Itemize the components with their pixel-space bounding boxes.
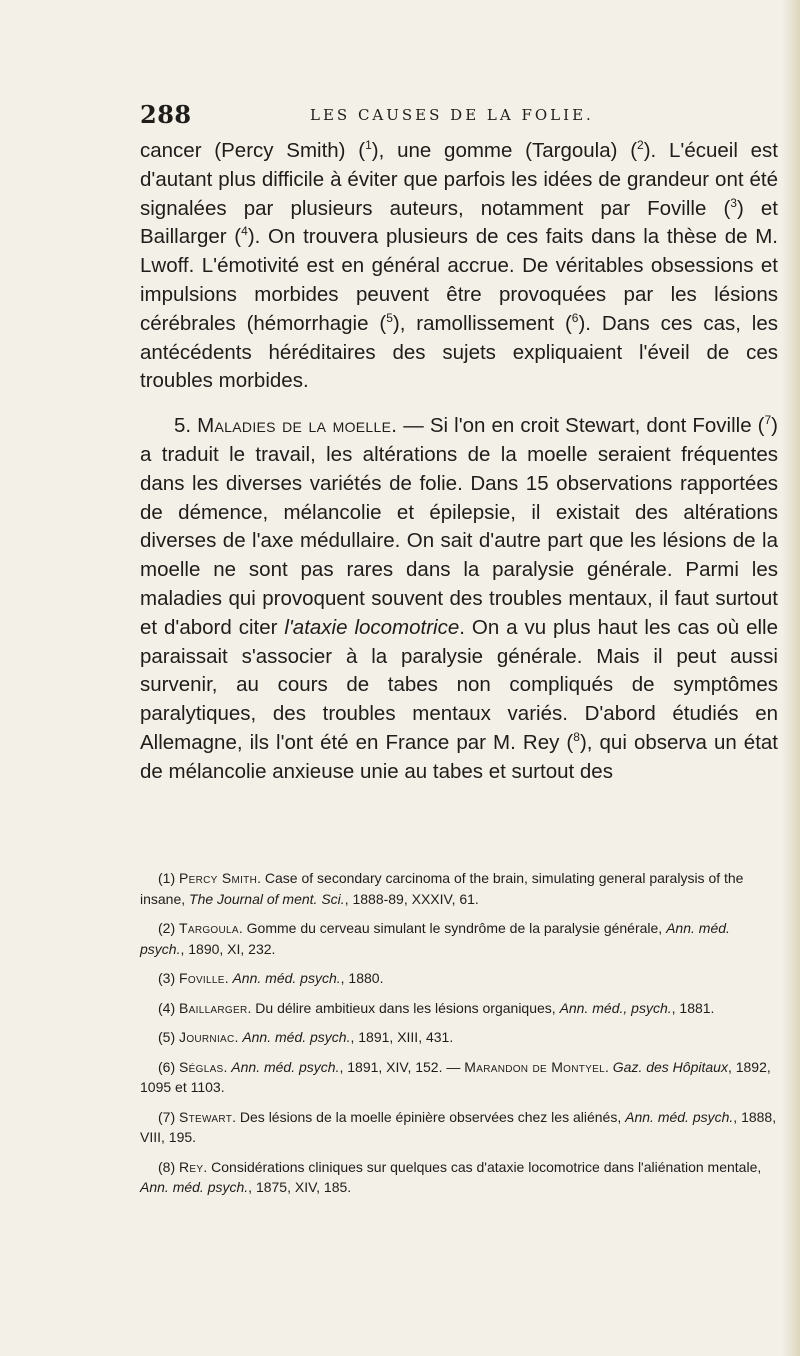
section-title: Maladies de la moelle. <box>197 414 398 438</box>
footnote-marker: (3) <box>158 970 176 986</box>
footnote-author: Rey <box>179 1158 204 1175</box>
text-run: ). L'écueil est d'autant plus difficile à éviter que parfois les idées de grandeur ont été signalées par plusieurs auteurs, notamment par Foville ( <box>140 139 779 220</box>
footnote-journal: Ann. méd. psych. <box>140 920 730 957</box>
text-run: ) a traduit le travail, les altérations de la moelle seraient fréquentes dans les diverses variétés de folie. Dans 15 observations rapportées de démence, mélancolie et épilepsie, il existait des altérations diverses de l'axe médullaire. On sait d'autre part que les lésions de la moelle ne sont pas rares dans la paralysie générale. Parmi les maladies qui provoquent souvent des troubles mentaux, il faut surtout et d'abord citer <box>140 414 778 639</box>
footnotes <box>140 868 778 1207</box>
text-run: ), ramollissement ( <box>392 311 572 335</box>
footnote-text: , 1888, VIII, 195. <box>140 1108 777 1145</box>
footnote-journal: Gaz. des Hôpitaux <box>612 1058 728 1075</box>
footnote-text: . <box>604 1058 613 1075</box>
footnote-ref: 2 <box>637 138 644 153</box>
text-run: — Si l'on en croit Stewart, dont Foville ( <box>397 414 765 438</box>
footnote-text: . Des lésions de la moelle épinière observées chez les aliénés, <box>232 1108 626 1125</box>
footnote-text: , 1880. <box>340 970 384 986</box>
footnote-text: , 1881. <box>671 999 715 1016</box>
footnote-marker: (2) <box>158 920 176 936</box>
footnote <box>140 1057 778 1098</box>
footnote-marker: (5) <box>158 1029 176 1045</box>
running-head: LES CAUSES DE LA FOLIE. <box>310 106 594 124</box>
text-run: ). Dans ces cas, les antécédents héréditaires des sujets expliquaient l'éveil de ces troubles morbides. <box>140 311 778 393</box>
text-run: ), une gomme (Targoula) ( <box>371 139 638 162</box>
footnote-journal: Ann. méd. psych. <box>140 1179 249 1195</box>
footnote <box>140 868 778 909</box>
footnote-ref: 5 <box>386 310 393 325</box>
footnote-ref: 1 <box>365 138 372 153</box>
footnote-ref: 3 <box>730 195 737 210</box>
emphasis: l'ataxie locomotrice <box>284 615 460 639</box>
footnote-text: , 1888-89, XXXIV, 61. <box>344 890 479 907</box>
body-text <box>140 137 778 787</box>
page-number: 288 <box>140 100 192 129</box>
footnote <box>140 1027 778 1048</box>
page-edge-shadow <box>782 0 800 1356</box>
footnote-journal: Ann. méd. psych. <box>231 1058 340 1075</box>
footnote-author: Baillarger <box>179 999 248 1016</box>
footnote <box>140 1107 778 1148</box>
text-run: cancer (Percy Smith) ( <box>140 139 366 162</box>
footnote <box>140 1157 778 1198</box>
footnote <box>140 918 778 959</box>
footnote-author: Marandon de Montyel <box>464 1058 605 1075</box>
footnote-journal: Ann. méd. psych. <box>625 1108 734 1125</box>
footnote-ref: 8 <box>573 730 580 745</box>
footnote <box>140 968 778 989</box>
text-run: ). On trouvera plusieurs de ces faits dans la thèse de M. Lwoff. L'émotivité est en général accrue. De véritables obsessions et impulsions morbides peuvent être provoquées par les lésions cérébrales (hémorrhagie ( <box>140 225 778 335</box>
footnote-marker: (4) <box>158 999 176 1016</box>
paragraph-1 <box>140 137 778 396</box>
text-run: ) et Baillarger ( <box>140 196 779 249</box>
footnote-marker: (6) <box>158 1058 176 1075</box>
footnote-text: . <box>234 1029 243 1045</box>
footnote-author: Stewart <box>179 1108 233 1125</box>
footnote-text: , 1892, 1095 et 1103. <box>140 1058 771 1095</box>
footnote-text: , 1875, XIV, 185. <box>248 1179 352 1195</box>
footnote-marker: (7) <box>158 1108 176 1125</box>
footnote-text: . <box>224 970 233 986</box>
page-header <box>140 100 780 130</box>
footnote-marker: (8) <box>158 1158 176 1175</box>
footnote-text: , 1891, XIV, 152. — <box>339 1058 465 1075</box>
footnote-text: . <box>223 1058 232 1075</box>
footnote-text: . Case of secondary carcinoma of the brain, simulating general paralysis of the insane, <box>140 870 744 907</box>
footnote-author: Séglas <box>179 1058 224 1075</box>
footnote-text: . Du délire ambitieux dans les lésions organiques, <box>247 999 560 1016</box>
footnote <box>140 998 778 1019</box>
footnote-text: . Gomme du cerveau simulant le syndrôme de la paralysie générale, <box>238 920 667 936</box>
footnote-text: , 1890, XI, 232. <box>180 940 276 957</box>
footnote-journal: Ann. méd. psych. <box>242 1029 351 1045</box>
footnote-author: Foville <box>179 970 225 986</box>
footnote-author: Journiac <box>179 1029 235 1045</box>
footnote-marker: (1) <box>158 870 176 886</box>
footnote-journal: Ann. méd. psych. <box>232 970 341 986</box>
footnote-text: . Considérations cliniques sur quelques cas d'ataxie locomotrice dans l'aliénation mentale, <box>203 1158 762 1175</box>
footnote-journal: The Journal of ment. Sci. <box>189 890 345 907</box>
footnote-ref: 6 <box>571 310 579 325</box>
footnote-ref: 7 <box>764 413 772 428</box>
footnote-author: Percy Smith <box>179 870 258 886</box>
footnote-journal: Ann. méd., psych. <box>559 999 672 1016</box>
paragraph-section-5 <box>140 412 778 786</box>
section-number: 5. <box>174 414 192 438</box>
text-run: ), qui observa un état de mélancolie anxieuse unie au tabes et surtout des <box>140 730 778 783</box>
footnote-author: Targoula <box>179 920 239 936</box>
footnote-ref: 4 <box>241 224 248 239</box>
text-run: . On a vu plus haut les cas où elle paraissait s'associer à la paralysie générale. Mais il peut aussi survenir, au cours de tabes non compliqués de symptômes paralytiques, des troubles mentaux variés. D'abord étudiés en Allemagne, ils l'ont été en France par M. Rey ( <box>140 615 778 754</box>
footnote-text: , 1891, XIII, 431. <box>350 1029 454 1045</box>
